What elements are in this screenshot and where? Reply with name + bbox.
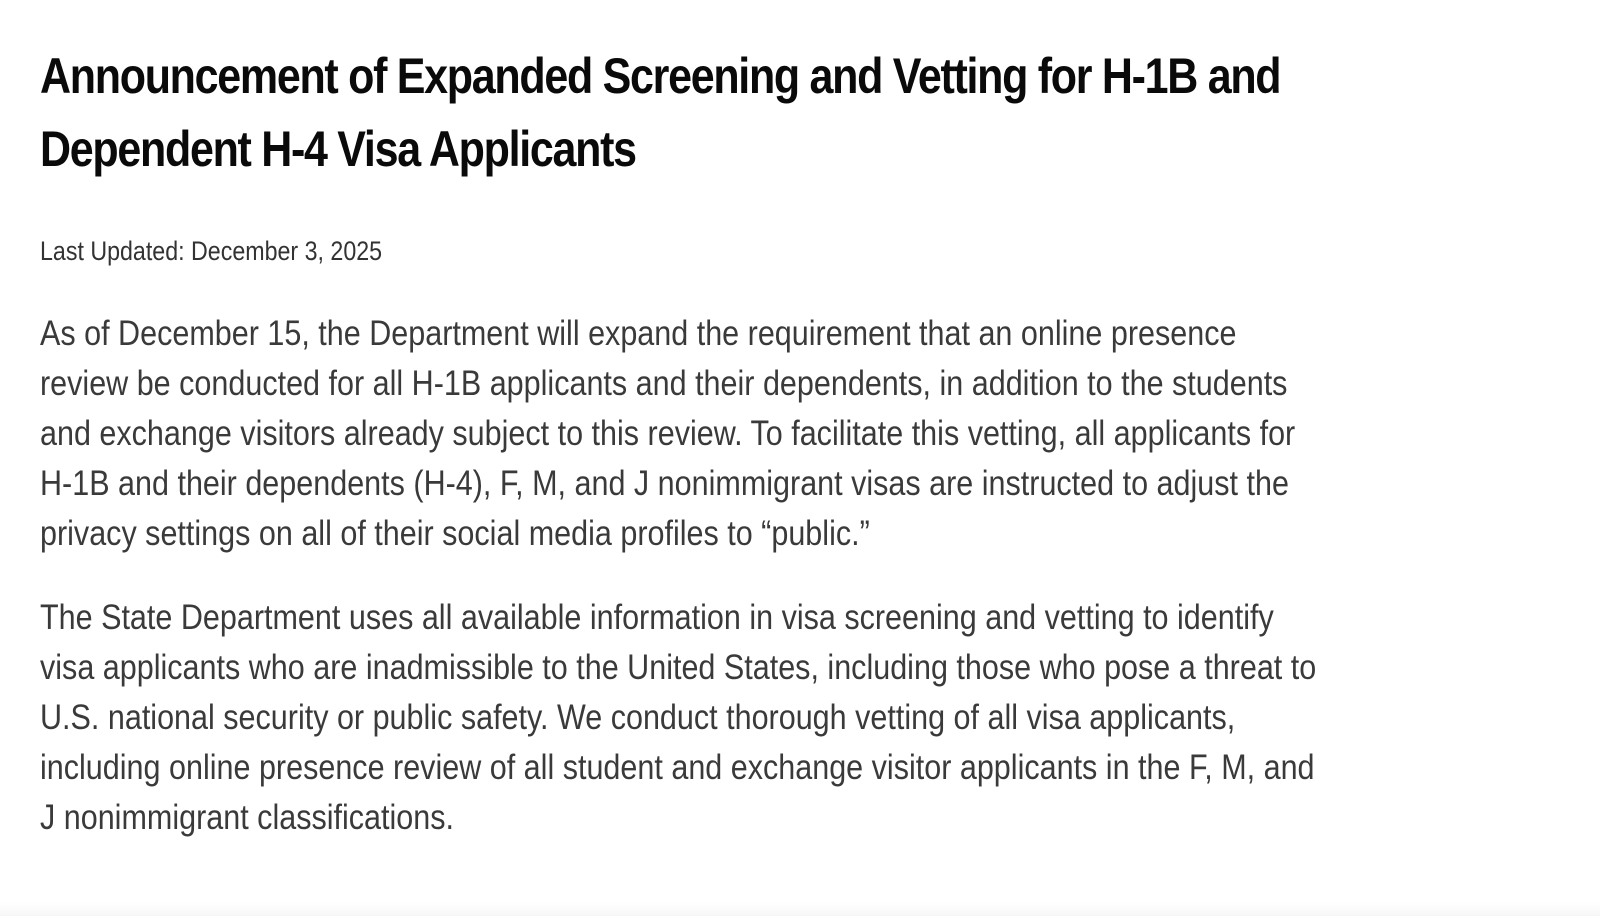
article-paragraph: As of December 15, the Department will expand the requirement that an online presence review be conducted for all H-1B applicants and their dependents, in addition to the students and exchange visitors already subject to this review. To facilitate this vetting, all applicants for H-1B and their dependents (H-4), F, M, and J nonimmigrant visas are instructed to adjust the privacy settings on all of their social media profiles to “public.” [40, 313, 1296, 553]
bottom-edge-shadow [0, 902, 1600, 916]
page-title: Announcement of Expanded Screening and Vetting for H-1B and Dependent H-4 Visa Applicants [40, 48, 1281, 177]
article [40, 40, 1330, 842]
article-paragraph: The State Department uses all available information in visa screening and vetting to identify visa applicants who are inadmissible to the United States, including those who pose a threat to U.S. national security or public safety. We conduct thorough vetting of all visa applicants, including online presence review of all student and exchange visitor applicants in the F, M, and J nonimmigrant classifications. [40, 597, 1317, 837]
last-updated-date: Last Updated: December 3, 2025 [40, 236, 383, 266]
